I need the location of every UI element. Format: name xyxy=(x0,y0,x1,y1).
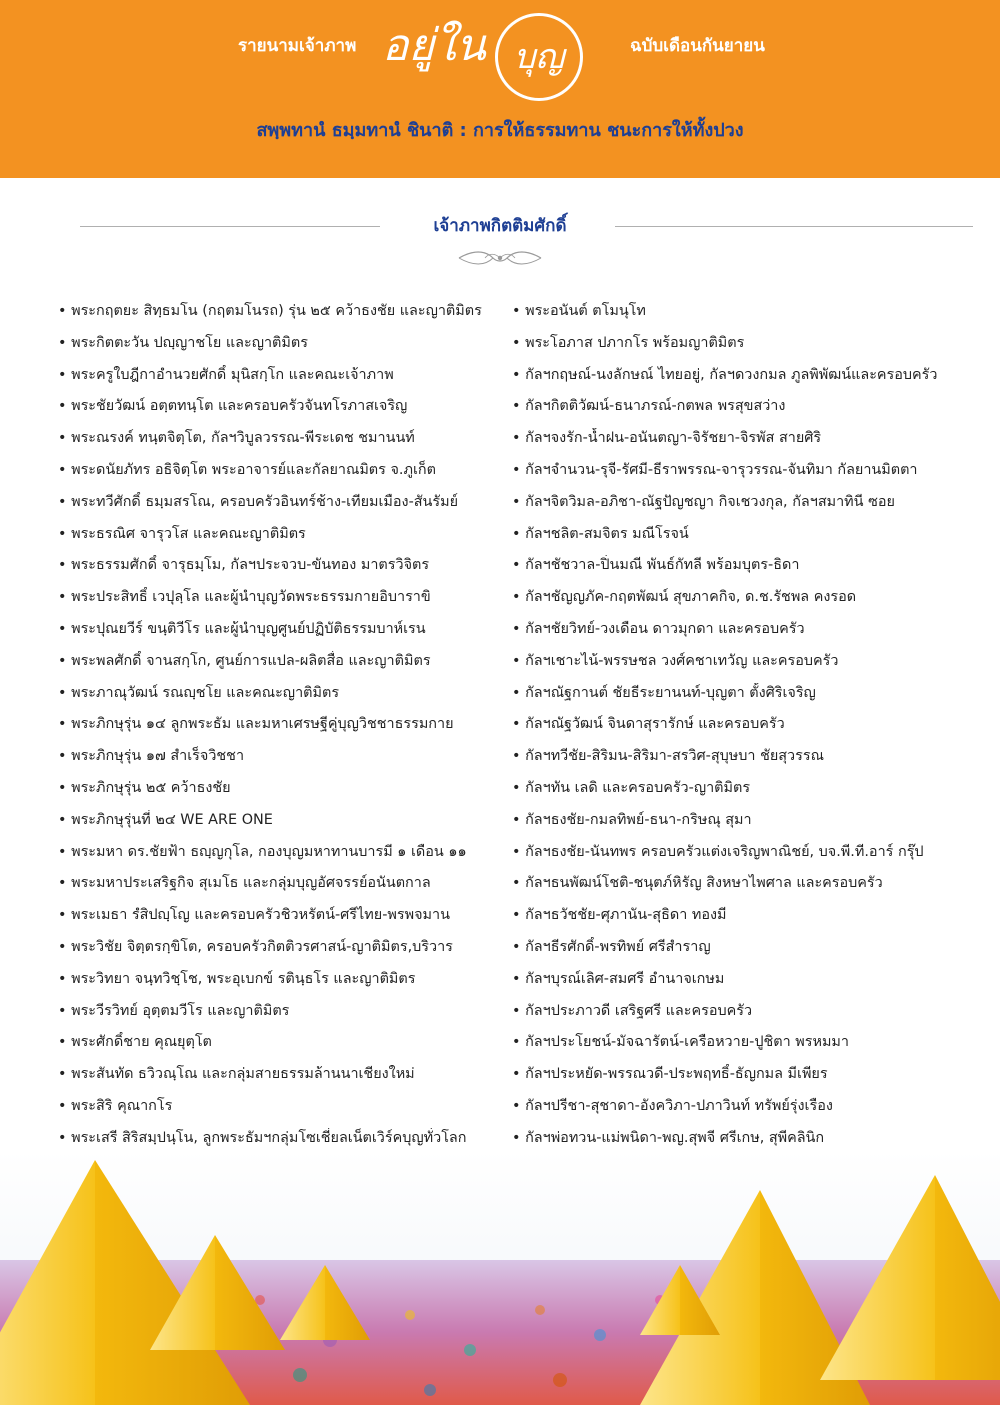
header-left-text: รายนามเจ้าภาพ xyxy=(238,36,357,56)
header-circle-logo: บุญ xyxy=(495,13,583,101)
sponsor-name: • พระครูใบฎีกาอำนวยศักดิ์ มุนิสกฺโก และคณะเจ้าภาพ xyxy=(58,365,513,397)
sponsor-name: • กัลฯพ่อทวน-แม่พนิดา-พญ.สุพจี ศรีเกษ, สุพีคลินิก xyxy=(512,1128,992,1160)
sponsor-name: • พระภิกษุรุ่น ๑๔ ลูกพระธัม และมหาเศรษฐีคู่บุญวิชชาธรรมกาย xyxy=(58,714,513,746)
sponsor-name: • กัลฯธนพัฒน์โชติ-ชนุตภ์หิรัญ สิงหษาไพศาล และครอบครัว xyxy=(512,873,992,905)
sponsor-name: • กัลฯธงชัย-กมลทิพย์-ธนา-กริษณุ สุมา xyxy=(512,810,992,842)
sponsor-name: • พระธรรมศักดิ์ จารุธมฺโม, กัลฯประจวบ-ขันทอง มาตรวิจิตร xyxy=(58,555,513,587)
sponsor-name: • พระปุณยวีร์ ขนฺติวีโร และผู้นำบุญศูนย์ปฏิบัติธรรมบาห์เรน xyxy=(58,619,513,651)
sponsor-name: • พระสันทัด ธวิวณฺโณ และกลุ่มสายธรรมล้านนาเชียงใหม่ xyxy=(58,1064,513,1096)
sponsor-name: • พระณรงค์ ทนฺตจิตฺโต, กัลฯวิบูลวรรณ-พีระเดช ชมานนท์ xyxy=(58,428,513,460)
sponsor-name: • พระกิตตะวัน ปญฺญาชโย และญาติมิตร xyxy=(58,333,513,365)
sponsor-name: • กัลฯประหยัด-พรรณวดี-ประพฤทธิ์-ธัญกมล มีเพียร xyxy=(512,1064,992,1096)
header-script-text: อยู่ใน xyxy=(382,20,486,71)
sponsor-name: • กัลฯเชาะไน้-พรรษชล วงศ์คชาเทวัญ และครอบครัว xyxy=(512,651,992,683)
sponsor-name: • พระภาณุวัฒน์ รณญฺชโย และคณะญาติมิตร xyxy=(58,683,513,715)
flourish-ornament xyxy=(455,247,545,269)
sponsor-name: • พระภิกษุรุ่น ๒๕ คว้าธงชัย xyxy=(58,778,513,810)
sponsor-name: • กัลฯกฤษณ์-นงลักษณ์ ไทยอยู่, กัลฯดวงกมล ภูลพิพัฒน์และครอบครัว xyxy=(512,365,992,397)
sponsor-name: • กัลฯณัฐวัฒน์ จินดาสุรารักษ์ และครอบครัว xyxy=(512,714,992,746)
sponsor-name: • กัลฯจงรัก-น้ำฝน-อนันตญา-จิรัชยา-จิรพัส สายศิริ xyxy=(512,428,992,460)
sponsor-name: • พระวีรวิทย์ อุตฺตมวีโร และญาติมิตร xyxy=(58,1001,513,1033)
sponsor-name: • พระเมธา รํสิปญฺโญ และครอบครัวชิวหรัตน์-ศรีไทย-พรพจมาน xyxy=(58,905,513,937)
sponsor-name: • กัลฯณัฐกานต์ ชัยธีระยานนท์-บุญตา ตั้งศิริเจริญ xyxy=(512,683,992,715)
sponsor-name: • พระพลศักดิ์ จานสกฺโก, ศูนย์การแปล-ผลิตสื่อ และญาติมิตร xyxy=(58,651,513,683)
sponsor-name: • พระภิกษุรุ่น ๑๗ สำเร็จวิชชา xyxy=(58,746,513,778)
sponsor-name: • พระดนัยภัทร อธิจิตฺโต พระอาจารย์และกัลยาณมิตร จ.ภูเก็ต xyxy=(58,460,513,492)
sponsor-name: • กัลฯทวีชัย-สิริมน-สิริมา-สรวิศ-สุบุษบา ชัยสุวรรณ xyxy=(512,746,992,778)
sponsor-name: • พระสิริ คุณากโร xyxy=(58,1096,513,1128)
divider-right xyxy=(615,226,973,227)
sponsor-name: • กัลฯทัน เลดิ และครอบครัว-ญาติมิตร xyxy=(512,778,992,810)
sponsor-name: • พระอนันต์ ตโมนุโท xyxy=(512,301,992,333)
sponsor-name: • กัลฯบุรณ์เลิศ-สมศรี อำนาจเกษม xyxy=(512,969,992,1001)
sponsor-name: • พระเสรี สิริสมฺปนฺโน, ลูกพระธัมฯกลุ่มโซเชี่ยลเน็ตเวิร์คบุญทั่วโลก xyxy=(58,1128,513,1160)
header-banner xyxy=(0,0,1000,178)
sponsor-name: • พระทวีศักดิ์ ธมฺมสรโณ, ครอบครัวอินทร์ช้าง-เทียมเมือง-สันรัมย์ xyxy=(58,492,513,524)
sponsor-list-right xyxy=(512,301,992,1160)
sponsor-name: • กัลฯกิตติวัฒน์-ธนาภรณ์-กตพล พรสุขสว่าง xyxy=(512,396,992,428)
section-title: เจ้าภาพกิตติมศักดิ์ xyxy=(433,216,567,236)
sponsor-list-left xyxy=(58,301,513,1160)
sponsor-name: • กัลฯชัยวิทย์-วงเดือน ดาวมุกดา และครอบครัว xyxy=(512,619,992,651)
sponsor-name: • พระโอภาส ปภากโร พร้อมญาติมิตร xyxy=(512,333,992,365)
sponsor-name: • กัลฯธีรศักดิ์-พรทิพย์ ศรีสำราญ xyxy=(512,937,992,969)
sponsor-name: • พระประสิทธิ์ เวปุลฺโล และผู้นำบุญวัดพระธรรมกายอิบาราขิ xyxy=(58,587,513,619)
sponsor-name: • พระธรณิศ จารุวโส และคณะญาติมิตร xyxy=(58,524,513,556)
sponsor-name: • พระมหา ดร.ชัยฟ้า ธญฺญกุโล, กองบุญมหาทานบารมี ๑ เดือน ๑๑ xyxy=(58,842,513,874)
pyramids-illustration xyxy=(0,1150,1000,1405)
header-issue-text: ฉบับเดือนกันยายน xyxy=(630,36,765,56)
sponsor-name: • พระชัยวัฒน์ อตฺตทนฺโต และครอบครัวจันทโรภาสเจริญ xyxy=(58,396,513,428)
sponsor-name: • พระวิชัย จิตฺตรกฺขิโต, ครอบครัวกิตติวรศาสน์-ญาติมิตร,บริวาร xyxy=(58,937,513,969)
sponsor-name: • กัลฯธวัชชัย-ศุภานัน-สุธิดา ทองมี xyxy=(512,905,992,937)
sponsor-name: • กัลฯปรีชา-สุชาดา-อังควิภา-ปภาวินท์ ทรัพย์รุ่งเรือง xyxy=(512,1096,992,1128)
header-motto: สพฺพทานํ ธมฺมทานํ ชินาติ : การให้ธรรมทาน ชนะการให้ทั้งปวง xyxy=(256,120,744,141)
sponsor-name: • กัลฯจิตวิมล-อภิชา-ณัฐปัญชญา กิจเชวงกุล, กัลฯสมาทินี ซอย xyxy=(512,492,992,524)
sponsor-name: • กัลฯประภาวดี เสริฐศรี และครอบครัว xyxy=(512,1001,992,1033)
sponsor-name: • กัลฯจำนวน-รุจี-รัศมี-ธีราพรรณ-จารุวรรณ-จันทิมา กัลยานมิตตา xyxy=(512,460,992,492)
sponsor-name: • พระภิกษุรุ่นที่ ๒๔ WE ARE ONE xyxy=(58,810,513,842)
sponsor-name: • พระกฤตยะ สิทฺธมโน (กฤตมโนรถ) รุ่น ๒๕ คว้าธงชัย และญาติมิตร xyxy=(58,301,513,333)
sponsor-name: • พระศักดิ์ชาย คุณยุตฺโต xyxy=(58,1032,513,1064)
sponsor-name: • พระวิทยา จนฺทวิชฺโช, พระอุเบกข์ รตินฺธโร และญาติมิตร xyxy=(58,969,513,1001)
sponsor-name: • กัลฯชัญญภัค-กฤตพัฒน์ สุขภาคกิจ, ด.ช.รัชพล คงรอด xyxy=(512,587,992,619)
sponsor-name: • พระมหาประเสริฐกิจ สุเมโธ และกลุ่มบุญอัศจรรย์อนันตกาล xyxy=(58,873,513,905)
sponsor-name: • กัลฯชลิต-สมจิตร มณีโรจน์ xyxy=(512,524,992,556)
sponsor-name: • กัลฯประโยชน์-มัจฉารัตน์-เครือหวาย-ปูชิตา พรหมมา xyxy=(512,1032,992,1064)
sponsor-name: • กัลฯชัชวาล-ปิ่นมณี พันธ์กัทลี พร้อมบุตร-ธิดา xyxy=(512,555,992,587)
sponsor-name: • กัลฯธงชัย-นันทพร ครอบครัวแต่งเจริญพาณิชย์, บจ.พี.ที.อาร์ กรุ๊ป xyxy=(512,842,992,874)
